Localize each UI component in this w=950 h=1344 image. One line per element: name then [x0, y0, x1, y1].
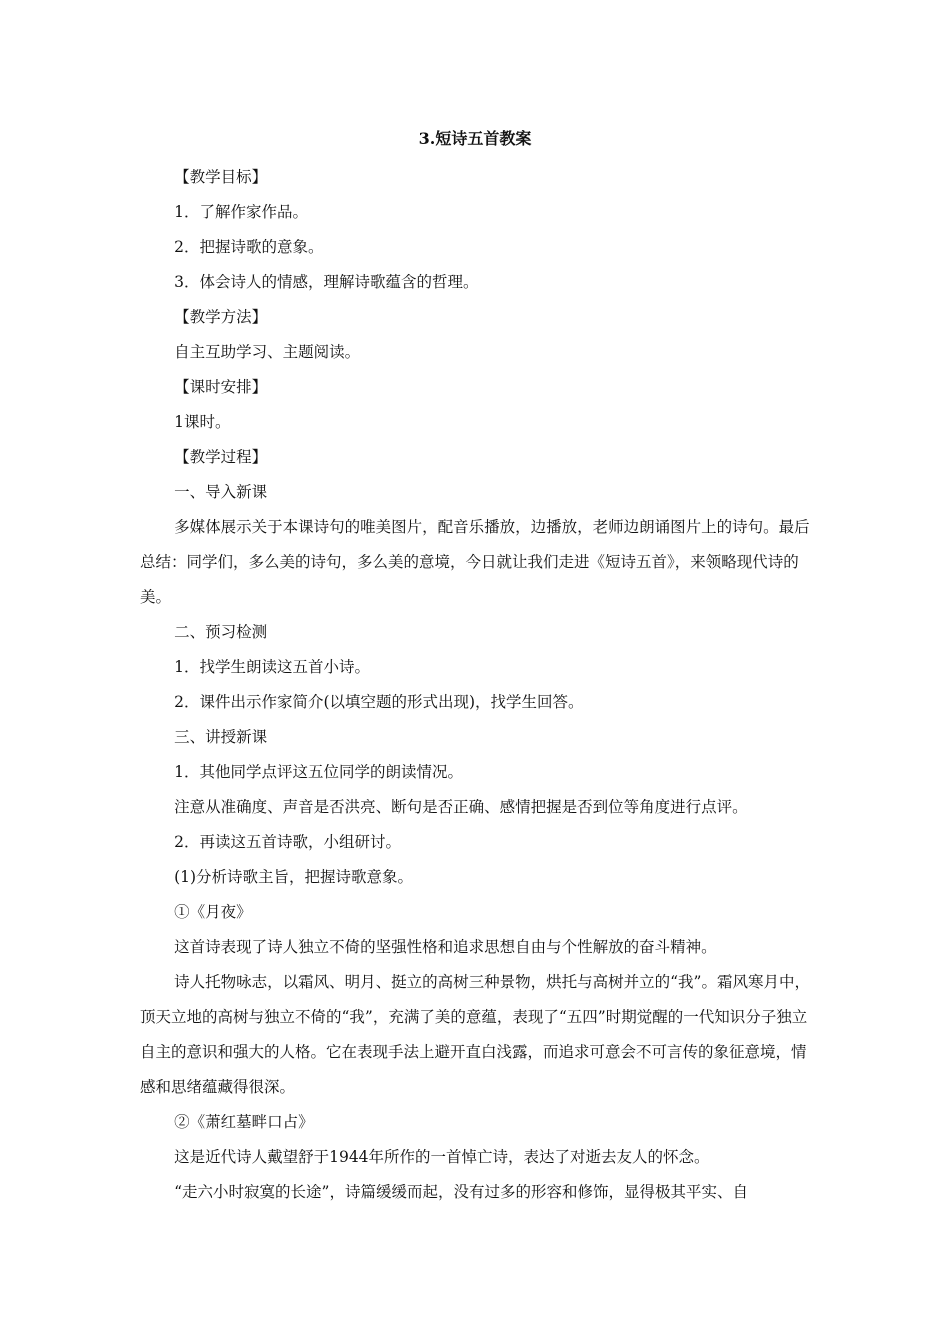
lesson-item-1: 1．其他同学点评这五位同学的朗读情况。	[174, 763, 463, 781]
class-hours-paragraph: 1课时。	[174, 413, 231, 431]
moon-night-analysis: 诗人托物咏志，以霜风、明月、挺立的高树三种景物，烘托与高树并立的“我”。霜风寒月中，顶天立地的高树与独立不倚的“我”，充满了美的意蕴，表现了“五四”时期觉醒的一代知识分子独立自主的意识和强大的人格。它在表现手法上避开直白浅露，而追求可意会不可言传的象征意境，情感和思绪蕴藏得很深。	[140, 973, 810, 1096]
subheading-new-lesson: 三、讲授新课	[174, 728, 268, 746]
section-heading-teaching-process: 【教学过程】	[174, 448, 268, 466]
document-body	[140, 160, 820, 1210]
lesson-subitem-1: (1)分析诗歌主旨，把握诗歌意象。	[174, 868, 414, 886]
section-heading-teaching-goals: 【教学目标】	[174, 168, 268, 186]
lesson-item-2: 2．再读这五首诗歌，小组研讨。	[174, 833, 401, 851]
poem-title-moon-night: ①《月夜》	[174, 903, 252, 921]
xiao-hong-tomb-summary: 这是近代诗人戴望舒于1944年所作的一首悼亡诗，表达了对逝去友人的怀念。	[174, 1148, 710, 1166]
section-heading-teaching-methods: 【教学方法】	[174, 308, 268, 326]
moon-night-summary: 这首诗表现了诗人独立不倚的坚强性格和追求思想自由与个性解放的奋斗精神。	[174, 938, 717, 956]
subheading-introduction: 一、导入新课	[174, 483, 268, 501]
xiao-hong-tomb-analysis: “走六小时寂寞的长途”，诗篇缓缓而起，没有过多的形容和修饰，显得极其平实、自	[174, 1183, 748, 1201]
subheading-preview-check: 二、预习检测	[174, 623, 268, 641]
goal-item-2: 2．把握诗歌的意象。	[174, 238, 324, 256]
section-heading-class-hours: 【课时安排】	[174, 378, 268, 396]
goal-item-1: 1．了解作家作品。	[174, 203, 308, 221]
lesson-note-paragraph: 注意从准确度、声音是否洪亮、断句是否正确、感情把握是否到位等角度进行点评。	[174, 798, 748, 816]
preview-item-1: 1．找学生朗读这五首小诗。	[174, 658, 370, 676]
document-title: 3.短诗五首教案	[418, 129, 532, 148]
goal-item-3: 3．体会诗人的情感，理解诗歌蕴含的哲理。	[174, 273, 479, 291]
preview-item-2: 2．课件出示作家简介(以填空题的形式出现)，找学生回答。	[174, 693, 584, 711]
introduction-paragraph: 多媒体展示关于本课诗句的唯美图片，配音乐播放，边播放，老师边朗诵图片上的诗句。最后总结：同学们，多么美的诗句，多么美的意境，今日就让我们走进《短诗五首》，来领略现代诗的美。	[140, 518, 810, 606]
poem-title-xiao-hong-tomb: ②《萧红墓畔口占》	[174, 1113, 314, 1131]
methods-paragraph: 自主互助学习、主题阅读。	[174, 343, 361, 361]
